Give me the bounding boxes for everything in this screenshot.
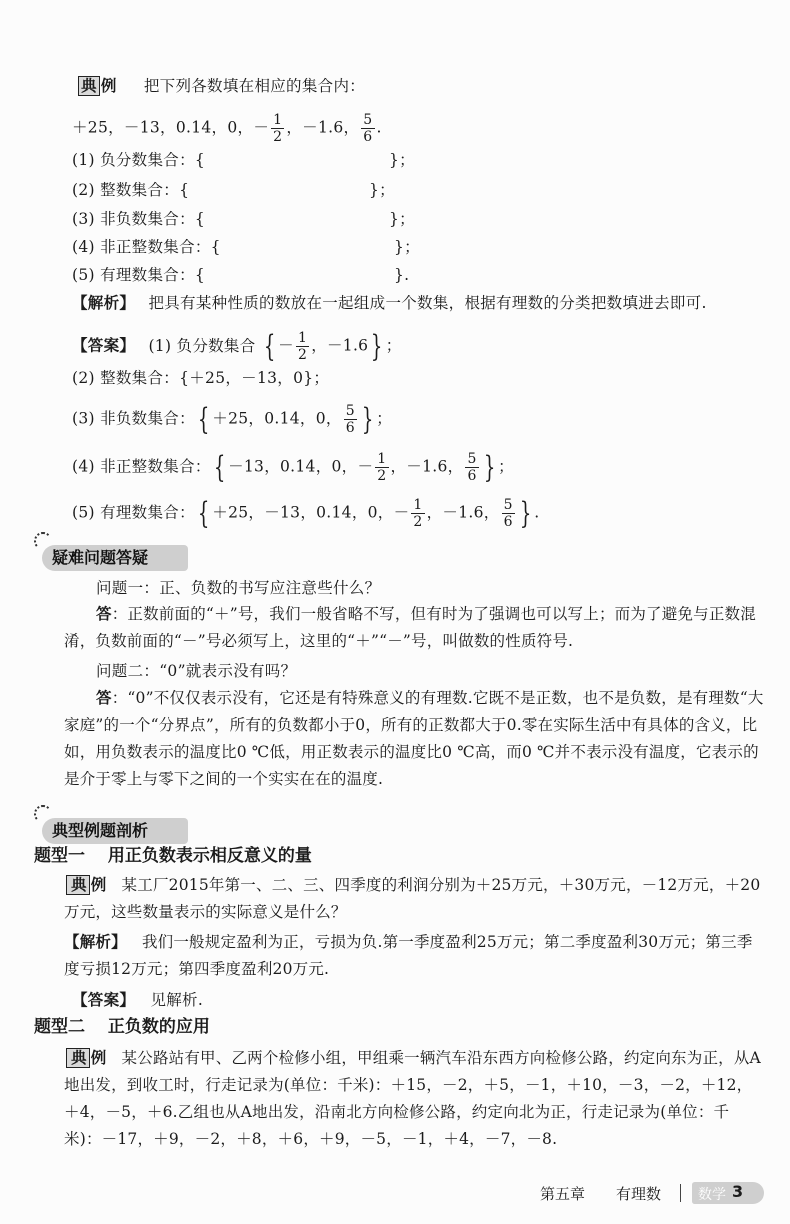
- footer-divider: [680, 1184, 681, 1202]
- type2-heading: 题型二 正负数的应用: [34, 1017, 210, 1037]
- analysis-text: 把具有某种性质的数放在一起组成一个数集，根据有理数的分类把数填进去即可.: [148, 294, 707, 312]
- answer-2: (2) 整数集合：{＋25，－13，0}；: [72, 369, 330, 387]
- blank-set-3: (3) 非负数集合：{ }；: [72, 210, 415, 228]
- type1-heading: 题型一 用正负数表示相反意义的量: [34, 846, 312, 866]
- example1-prompt: 把下列各数填在相应的集合内：: [143, 77, 366, 95]
- fraction-five-sixths: $\frac{5}{6}$: [363, 112, 373, 145]
- example2-answer: 【答案】 见解析.: [72, 991, 204, 1009]
- section-title-examples: 典型例题剖析: [42, 818, 188, 844]
- example-tag-rest: 例: [100, 77, 117, 95]
- answer-q1: 答：正数前面的“＋”号，我们一般省略不写，但有时为了强调也可以写上；而为了避免与正数混淆，负数前面的“－”号必须写上，这里的“＋”“－”号，叫做数的性质符号.: [64, 605, 756, 650]
- blank-set-4: (4) 非正整数集合：{ }；: [72, 238, 420, 256]
- answer-5: (5) 有理数集合：{ ＋25，－13，0.14，0，－ $\frac{1}{2}$ ，－1.6， $\frac{5}{6}$ } .: [72, 495, 540, 531]
- page-number-tab: [692, 1182, 764, 1204]
- numbers-part-a: ＋25，－13，0.14，0，－: [72, 118, 270, 137]
- answer-4: (4) 非正整数集合：{ －13，0.14，0，－ $\frac{1}{2}$ ，－1.6， $\frac{5}{6}$ } ；: [72, 449, 514, 485]
- answer-1: 【答案】 (1) 负分数集合 { － $\frac{1}{2}$ ，－1.6} ；: [72, 328, 402, 364]
- question-1: 问题一：正、负数的书写应注意些什么？: [96, 579, 381, 597]
- question-2: 问题二：“0”就表示没有吗？: [96, 662, 297, 680]
- footer-chapter: 第五章: [540, 1185, 586, 1203]
- numbers-part-b: ，－1.6，: [286, 118, 360, 137]
- blank-set-2: (2) 整数集合：{ }；: [72, 181, 395, 199]
- example2-analysis: 【解析】 我们一般规定盈利为正，亏损为负.第一季度盈利25万元；第二季度盈利30万元；第三季度亏损12万元；第四季度盈利20万元.: [64, 933, 753, 978]
- footer-subject: 数学: [698, 1187, 726, 1203]
- footer-topic: 有理数: [616, 1185, 662, 1203]
- page-number: 3: [732, 1182, 744, 1201]
- blank-set-1: (1) 负分数集合：{ }；: [72, 151, 415, 169]
- fraction-one-half: $\frac{1}{2}$: [273, 112, 283, 145]
- example1-numbers: ＋25，－13，0.14，0，－ $\frac{1}{2}$ ，－1.6， $\frac{5}{6}$ .: [72, 112, 382, 145]
- answer-label: 【答案】: [72, 336, 136, 355]
- example3-text: 典 例 某公路站有甲、乙两个检修小组，甲组乘一辆汽车沿东西方向检修公路，约定向东为正，从A地出发，到收工时，行走记录为(单位：千米)：＋15，－2，＋5，－1，＋10，－3，－2，＋12，＋4，－5，＋6.乙组也从A地出发，沿南北方向检修公路，约定向北为正，行走记录为(单位：千米)：－17，＋9，－2，＋8，＋6，＋9，－5，－1，＋4，－7，－8.: [64, 1049, 761, 1148]
- analysis-label: 【解析】: [72, 294, 136, 312]
- example1-analysis: [72, 293, 707, 313]
- example-tag-box: 典: [78, 76, 100, 96]
- answer-q2: 答：“0”不仅仅表示没有，它还是有特殊意义的有理数.它既不是正数，也不是负数，是有理数“大家庭”的一个“分界点”，所有的负数都小于0，所有的正数都大于0.零在实际生活中有具体的含义，比如，用负数表示的温度比0 ℃低，用正数表示的温度比0 ℃高，而0 ℃并不表示没有温度，它表示的是介于零上与零下之间的一个实实在在的温度.: [64, 689, 764, 788]
- section-title-qa: 疑难问题答疑: [42, 545, 188, 571]
- answer-3: (3) 非负数集合：{ ＋25，0.14，0， $\frac{5}{6}$ } ；: [72, 401, 393, 437]
- example1-header: [78, 76, 365, 96]
- blank-set-5: (5) 有理数集合：{ }.: [72, 266, 410, 284]
- example2-text: 典 例 某工厂2015年第一、二、三、四季度的利润分别为＋25万元，＋30万元，－12万元，＋20万元，这些数量表示的实际意义是什么？: [64, 876, 761, 921]
